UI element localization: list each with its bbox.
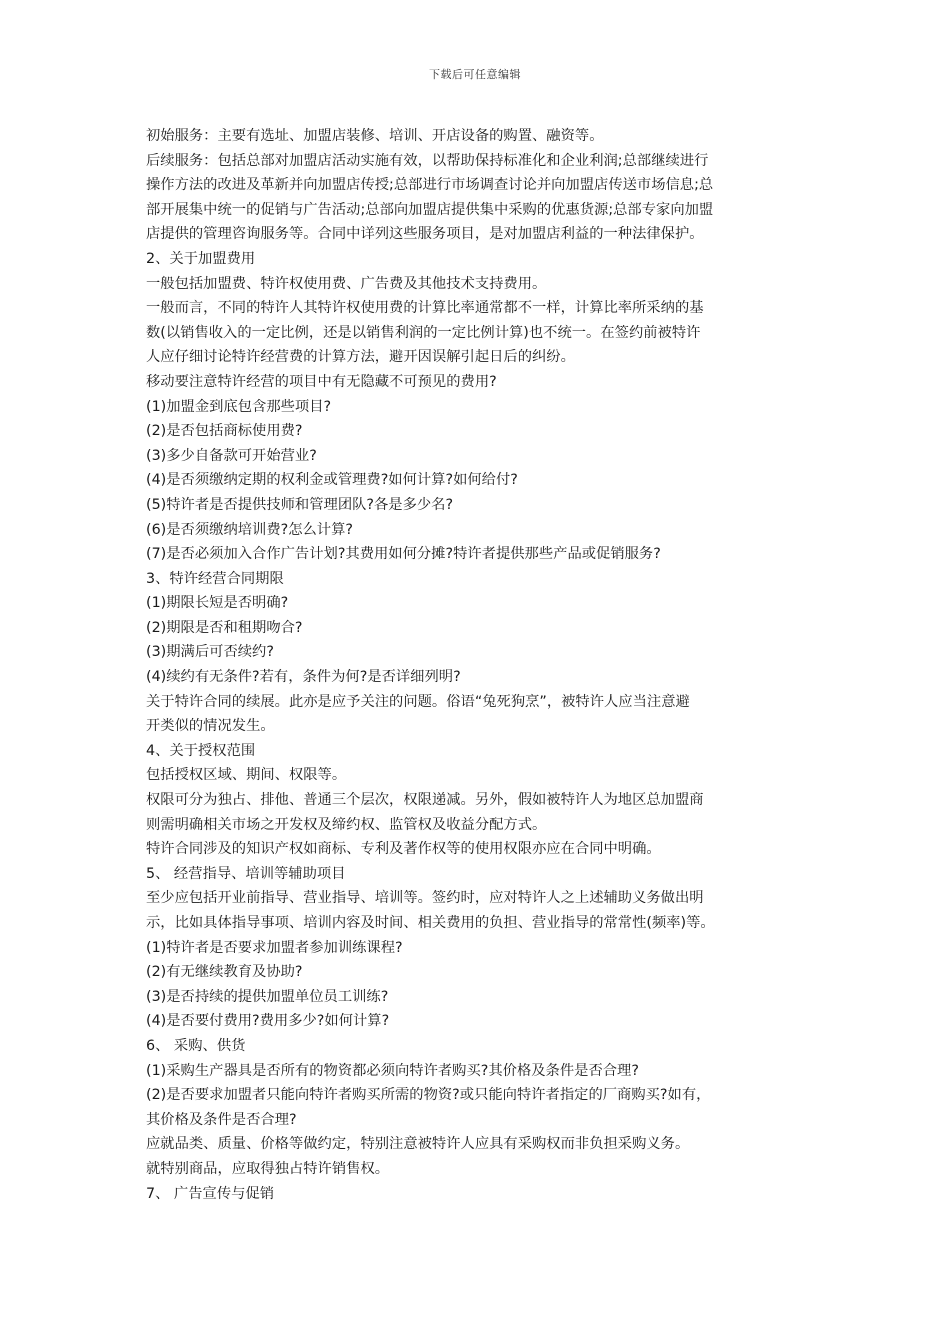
text-line: 店提供的管理咨询服务等。合同中详列这些服务项目，是对加盟店利益的一种法律保护。	[146, 226, 704, 243]
text-line: 开类似的情况发生。	[146, 718, 275, 735]
list-item: (1)采购生产器具是否所有的物资都必须向特许者购买?其价格及条件是否合理?	[146, 1062, 639, 1079]
list-item: (1)期限长短是否明确?	[146, 595, 289, 612]
list-item: (2)是否要求加盟者只能向特许者购买所需的物资?或只能向特许者指定的厂商购买?如有，	[146, 1087, 711, 1104]
list-item: (4)续约有无条件?若有，条件为何?是否详细列明?	[146, 669, 461, 686]
text-line: 一般包括加盟费、特许权使用费、广告费及其他技术支持费用。	[146, 275, 547, 292]
text-line: 关于特许合同的续展。此亦是应予关注的问题。俗语“兔死狗烹”，被特许人应当注意避	[146, 693, 690, 710]
text-line: 数(以销售收入的一定比例，还是以销售利润的一定比例计算)也不统一。在签约前被特许	[146, 324, 701, 341]
text-line: 则需明确相关市场之开发权及缔约权、监管权及收益分配方式。	[146, 816, 547, 833]
text-line: 包括授权区域、期间、权限等。	[146, 767, 347, 784]
text-line: 权限可分为独占、排他、普通三个层次，权限递减。另外，假如被特许人为地区总加盟商	[146, 792, 704, 809]
section-heading: 3、特许经营合同期限	[146, 570, 284, 587]
list-item: (4)是否须缴纳定期的权利金或管理费?如何计算?如何给付?	[146, 472, 518, 489]
text-line: 就特别商品，应取得独占特许销售权。	[146, 1160, 390, 1177]
text-line: 至少应包括开业前指导、营业指导、培训等。签约时，应对特许人之上述辅助义务做出明	[146, 890, 704, 907]
section-heading: 6、 采购、供货	[146, 1037, 246, 1054]
list-item: (5)特许者是否提供技师和管理团队?各是多少名?	[146, 496, 454, 513]
section-heading: 4、关于授权范围	[146, 742, 256, 759]
text-line: 应就品类、质量、价格等做约定，特别注意被特许人应具有采购权而非负担采购义务。	[146, 1136, 690, 1153]
list-item: (1)加盟金到底包含那些项目?	[146, 398, 332, 415]
text-line: 部开展集中统一的促销与广告活动;总部向加盟店提供集中采购的优惠货源;总部专家向加盟	[146, 201, 714, 218]
page-header: 下载后可任意编辑	[429, 68, 521, 81]
list-item: 其价格及条件是否合理?	[146, 1111, 297, 1128]
document-body	[146, 124, 806, 1206]
list-item: (2)期限是否和租期吻合?	[146, 619, 303, 636]
text-line: 初始服务：主要有选址、加盟店装修、培训、开店设备的购置、融资等。	[146, 128, 604, 144]
list-item: (3)期满后可否续约?	[146, 644, 274, 661]
text-line: 后续服务：包括总部对加盟店活动实施有效，以帮助保持标准化和企业利润;总部继续进行	[146, 152, 709, 169]
text-line: 操作方法的改进及革新并向加盟店传授;总部进行市场调查讨论并向加盟店传送市场信息;总	[146, 177, 714, 194]
list-item: (6)是否须缴纳培训费?怎么计算?	[146, 521, 353, 538]
list-item: (1)特许者是否要求加盟者参加训练课程?	[146, 939, 403, 956]
text-line: 人应仔细讨论特许经营费的计算方法，避开因误解引起日后的纠纷。	[146, 349, 575, 366]
list-item: (2)有无继续教育及协助?	[146, 964, 303, 981]
text-line: 特许合同涉及的知识产权如商标、专利及著作权等的使用权限亦应在合同中明确。	[146, 841, 661, 858]
section-heading: 7、 广告宣传与促销	[146, 1185, 275, 1202]
text-line: 一般而言，不同的特许人其特许权使用费的计算比率通常都不一样，计算比率所采纳的基	[146, 300, 704, 317]
section-heading: 5、 经营指导、培训等辅助项目	[146, 865, 346, 882]
section-heading: 2、关于加盟费用	[146, 250, 256, 267]
text-line: 示，比如具体指导事项、培训内容及时间、相关费用的负担、营业指导的常常性(频率)等。	[146, 915, 715, 931]
list-item: (7)是否必须加入合作广告计划?其费用如何分摊?特许者提供那些产品或促销服务?	[146, 546, 661, 563]
list-item: (2)是否包括商标使用费?	[146, 423, 303, 440]
list-item: (3)是否持续的提供加盟单位员工训练?	[146, 988, 389, 1005]
text-line: 移动要注意特许经营的项目中有无隐藏不可预见的费用?	[146, 373, 497, 390]
list-item: (4)是否要付费用?费用多少?如何计算?	[146, 1013, 390, 1030]
list-item: (3)多少自备款可开始营业?	[146, 447, 317, 464]
